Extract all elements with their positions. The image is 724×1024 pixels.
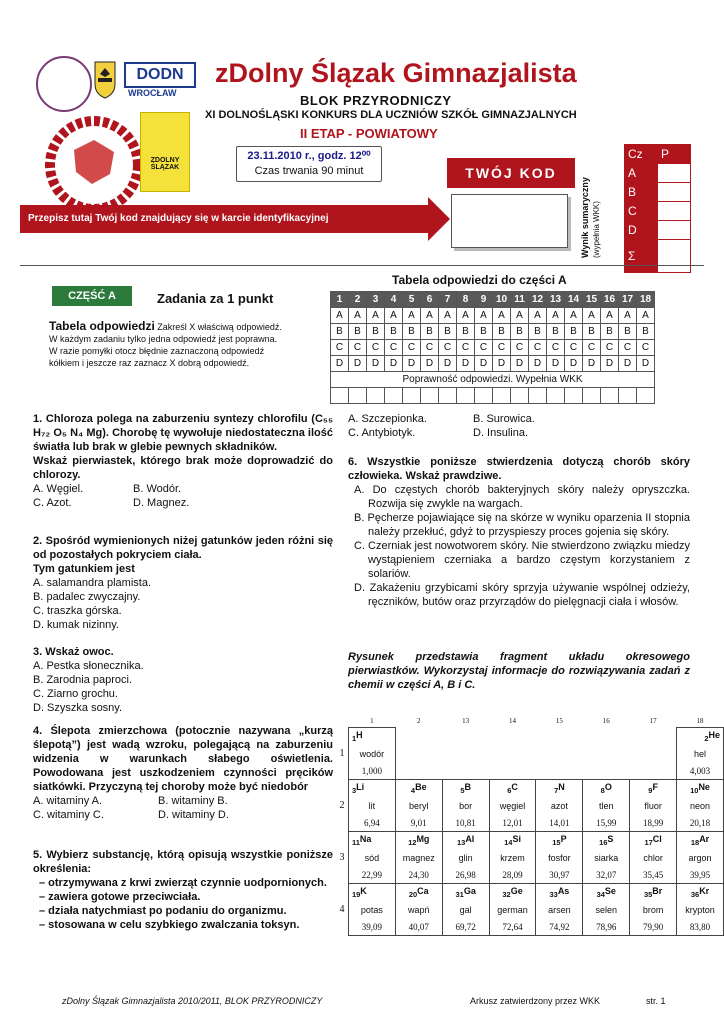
contest-name: XI DOLNOŚLĄSKI KONKURS DLA UCZNIÓW SZKÓŁ GIMNAZJALNYCH (205, 109, 577, 121)
empty-cell (395, 728, 442, 746)
answer-cell[interactable]: D (529, 356, 547, 372)
answer-cell[interactable]: D (493, 356, 511, 372)
atomic-mass: 69,72 (442, 918, 489, 936)
answer-cell[interactable]: A (547, 308, 565, 324)
element-symbol: $_{17}$Cl (630, 832, 677, 850)
element-symbol: $_{18}$Ar (677, 832, 724, 850)
element-symbol: $_4$Be (395, 780, 442, 798)
answer-cell[interactable]: A (439, 308, 457, 324)
block-title: BLOK PRZYRODNICZY (300, 93, 452, 108)
element-symbol: $_3$Li (348, 780, 395, 798)
q6-option-a[interactable]: A. Do częstych chorób bakteryjnych skóry należy opryszczka. Rozwija się zwykle na wargach. (354, 484, 690, 510)
element-symbol: $_{32}$Ge (489, 884, 536, 902)
element-symbol: $_7$N (536, 780, 583, 798)
atomic-mass: 15,99 (583, 814, 630, 832)
atomic-mass: 12,01 (489, 814, 536, 832)
element-symbol: $_{14}$Si (489, 832, 536, 850)
atomic-mass: 14,01 (536, 814, 583, 832)
dolnoslaski-system-logo (44, 110, 144, 220)
correctness-cell (421, 388, 439, 404)
group-number: 14 (509, 717, 517, 726)
empty-cell (583, 762, 630, 780)
correctness-label: Poprawność odpowiedzi. Wypełnia WKK (331, 372, 655, 388)
answer-col-number: 8 (457, 292, 475, 308)
answer-cell[interactable]: B (331, 324, 349, 340)
group-number: 18 (696, 717, 704, 725)
answer-cell[interactable]: D (583, 356, 601, 372)
answer-cell[interactable]: C (529, 340, 547, 356)
atomic-mass: 30,97 (536, 866, 583, 884)
group-number: 1 (370, 717, 374, 725)
answer-cell[interactable]: A (583, 308, 601, 324)
element-name: potas (348, 901, 395, 918)
q1-option-a[interactable]: A. Węgiel. (33, 483, 84, 495)
group-number: 15 (555, 717, 563, 726)
question-1: 1. Chloroza polega na zaburzeniu syntezy chlorofilu (C₅₅ H₇₂ O₅ N₄ Mg). Chorobę tę wywołuje niedostateczna ilość światła lub brak w glebie pewnych składników. Wskaż pierwiastek, którego brak może doprowadzić do chlorozy. A. Węgiel. B. Wodór. C. Azot. D. Magnez. (33, 413, 333, 509)
element-name: beryl (395, 797, 442, 814)
period-number: 1 (339, 748, 345, 759)
atomic-mass: 79,90 (630, 918, 677, 936)
answer-cell[interactable]: A (349, 308, 367, 324)
element-name: chlor (630, 849, 677, 866)
element-symbol: $_{19}$K (348, 884, 395, 902)
element-name: german (489, 901, 536, 918)
empty-cell (489, 728, 536, 746)
atomic-mass: 6,94 (348, 814, 395, 832)
element-symbol: $_{11}$Na (348, 832, 395, 850)
answer-col-number: 14 (565, 292, 583, 308)
element-symbol: $_2$He (677, 728, 724, 746)
question-3: 3. Wskaż owoc. A. Pestka słonecznika. B. Zarodnia paproci. C. Ziarno grochu. D. Szyszka sosny. (33, 645, 333, 715)
element-name: krypton (677, 901, 724, 918)
answer-cell[interactable]: B (637, 324, 655, 340)
answer-cell[interactable]: A (403, 308, 421, 324)
answer-cell[interactable]: C (511, 340, 529, 356)
atomic-mass: 1,000 (348, 762, 395, 780)
answer-cell[interactable]: C (349, 340, 367, 356)
question-6: 6. Wszystkie poniższe stwierdzenia dotyczą chorób skóry człowieka. Wskaż prawdziwe. A. Do częstych chorób bakteryjnych skóry należy opryszczka. Rozwija się zwykle na wargach. B. Pęcherze pojawiające się na skórze w wyniku oparzenia II stopnia należy przekłuć, gdyż to przyspieszy proces gojenia się skóry. C. Czerniak jest nowotworem skóry. Nie stwierdzono związku miedzy wystąpieniem czerniaka a bardzo częstym korzystaniem z solariów. D. Zakażeniu grzybicami skóry sprzyja używanie wspólnej odzieży, ręczników, butów oraz przyrządów do pielęgnacji ciała i włosów. (348, 456, 691, 608)
correctness-cell (619, 388, 637, 404)
q5-item: – zawiera gotowe przeciwciała. (39, 891, 201, 903)
correctness-cell (565, 388, 583, 404)
answer-cell[interactable]: D (619, 356, 637, 372)
element-name: lit (348, 797, 395, 814)
element-symbol: $_{10}$Ne (677, 780, 724, 798)
element-name: wapń (395, 901, 442, 918)
answer-cell[interactable]: A (475, 308, 493, 324)
period-number: 3 (339, 852, 345, 863)
answer-cell[interactable]: A (385, 308, 403, 324)
atomic-mass: 78,96 (583, 918, 630, 936)
question-2: 2. Spośród wymienionych niżej gatunków jeden różni się od pozostałych pokryciem ciała. Tym gatunkiem jest A. salamandra plamista. B. padalec zwyczajny. C. traszka górska. D. kumak nizinny. (33, 535, 333, 631)
empty-cell (395, 745, 442, 762)
part-a-badge: CZĘŚĆ A (52, 286, 132, 306)
q5-item: – otrzymywana z krwi zwierząt czynnie uodpornionych. (39, 877, 327, 889)
answer-cell[interactable]: D (385, 356, 403, 372)
correctness-cell (529, 388, 547, 404)
atomic-mass: 72,64 (489, 918, 536, 936)
stage-title: II ETAP - POWIATOWY (300, 126, 438, 141)
q5-item: – stosowana w celu szybkiego zwalczania toksyn. (39, 919, 300, 931)
atomic-mass: 9,01 (395, 814, 442, 832)
footer-left: zDolny Ślązak Gimnazjalista 2010/2011, BLOK PRZYRODNICZY (62, 996, 323, 1006)
empty-cell (442, 762, 489, 780)
element-name: bor (442, 797, 489, 814)
zdolny-slazak-logo: ZDOLNY ŚLĄZAK (140, 112, 190, 192)
periodic-table (336, 715, 724, 936)
answer-cell[interactable]: C (619, 340, 637, 356)
question-4: 4. Ślepota zmierzchowa (potocznie nazywana „kurzą ślepotą”) jest wadą wzroku, polegającą na zaburzeniu widzenia w warunkach słabego oświetlenia. Powodowana jest uszkodzeniem czynności pręcików siatkówki. Przyczyną tej choroby może być niedobór A. witaminy A. B. witaminy B. C. witaminy C. D. witaminy D. (33, 725, 333, 821)
element-name: węgiel (489, 797, 536, 814)
score-col-p: P (658, 145, 691, 164)
q6-option-c[interactable]: C. Czerniak jest nowotworem skóry. Nie stwierdzono związku miedzy wystąpieniem czerniaka a bardzo częstym korzystaniem z solariów. (354, 540, 691, 580)
empty-cell (536, 728, 583, 746)
answer-cell[interactable]: C (457, 340, 475, 356)
answer-cell[interactable]: A (601, 308, 619, 324)
answer-col-number: 10 (493, 292, 511, 308)
element-name: gal (442, 901, 489, 918)
answer-cell[interactable]: A (421, 308, 439, 324)
element-symbol: $_6$C (489, 780, 536, 798)
period-number: 4 (339, 904, 345, 915)
atomic-mass: 83,80 (677, 918, 724, 936)
answer-cell[interactable]: D (367, 356, 385, 372)
answer-cell[interactable]: D (565, 356, 583, 372)
answer-cell[interactable]: A (565, 308, 583, 324)
q1-option-b[interactable]: B. Wodór. (133, 483, 182, 495)
q6-option-d[interactable]: D. Zakażeniu grzybicami skóry sprzyja używanie wspólnej odzieży, ręczników, butów oraz przyrządów do pielęgnacji ciała i włosów. (354, 582, 690, 608)
correctness-cell (385, 388, 403, 404)
atomic-mass: 22,99 (348, 866, 395, 884)
eagle-emblem-icon (92, 60, 118, 100)
correctness-cell (493, 388, 511, 404)
answer-col-number: 18 (637, 292, 655, 308)
q3-option-a[interactable]: A. Pestka słonecznika. (33, 660, 144, 672)
element-name: magnez (395, 849, 442, 866)
q4-option-d[interactable]: D. witaminy D. (158, 809, 229, 821)
empty-cell (536, 762, 583, 780)
element-symbol: $_9$F (630, 780, 677, 798)
answer-cell[interactable]: B (619, 324, 637, 340)
answer-col-number: 16 (601, 292, 619, 308)
atomic-mass: 39,95 (677, 866, 724, 884)
element-symbol: $_{31}$Ga (442, 884, 489, 902)
answer-cell[interactable]: D (421, 356, 439, 372)
exam-duration: Czas trwania 90 minut (254, 165, 364, 177)
answer-cell[interactable]: D (511, 356, 529, 372)
group-number: 13 (462, 717, 470, 726)
atomic-mass: 39,09 (348, 918, 395, 936)
answer-col-number: 3 (367, 292, 385, 308)
answer-col-number: 7 (439, 292, 457, 308)
element-name: selen (583, 901, 630, 918)
empty-cell (583, 745, 630, 762)
answer-cell[interactable]: C (385, 340, 403, 356)
group-number: 16 (602, 717, 610, 726)
atomic-mass: 20,18 (677, 814, 724, 832)
answer-cell[interactable]: B (475, 324, 493, 340)
answer-cell[interactable]: A (511, 308, 529, 324)
element-name: argon (677, 849, 724, 866)
score-col-cz: Cz (625, 145, 658, 164)
element-name: brom (630, 901, 677, 918)
answer-col-number: 17 (619, 292, 637, 308)
answer-cell[interactable]: B (457, 324, 475, 340)
empty-cell (489, 745, 536, 762)
answer-cell[interactable]: B (385, 324, 403, 340)
answer-cell[interactable]: D (637, 356, 655, 372)
q5-option-b[interactable]: B. Surowica. (473, 413, 535, 425)
answer-col-number: 9 (475, 292, 493, 308)
empty-cell (442, 745, 489, 762)
answer-table-title: Tabela odpowiedzi do części A (392, 273, 567, 287)
element-symbol: $_{20}$Ca (395, 884, 442, 902)
atomic-mass: 40,07 (395, 918, 442, 936)
atomic-mass: 32,07 (583, 866, 630, 884)
dodn-logo: DODN (124, 62, 196, 88)
q5-option-a[interactable]: A. Szczepionka. (348, 413, 427, 425)
element-symbol: $_{36}$Kr (677, 884, 724, 902)
answer-cell[interactable]: C (583, 340, 601, 356)
correctness-cell (349, 388, 367, 404)
element-name: sód (348, 849, 395, 866)
atomic-mass: 24,30 (395, 866, 442, 884)
empty-cell (442, 728, 489, 746)
empty-cell (536, 745, 583, 762)
q3-option-c[interactable]: C. Ziarno grochu. (33, 688, 118, 700)
element-symbol: $_{33}$As (536, 884, 583, 902)
q2-option-b[interactable]: B. padalec zwyczajny. (33, 591, 141, 603)
answer-cell[interactable]: C (421, 340, 439, 356)
element-symbol: $_{13}$Al (442, 832, 489, 850)
answer-table (330, 291, 655, 404)
correctness-cell (601, 388, 619, 404)
group-number: 17 (649, 717, 657, 726)
atomic-mass: 28,09 (489, 866, 536, 884)
answer-cell[interactable]: D (349, 356, 367, 372)
exam-date: 23.11.2010 r., godz. 12⁰⁰ (247, 150, 371, 162)
answer-col-number: 6 (421, 292, 439, 308)
code-instruction-banner: Przepisz tutaj Twój kod znajdujący się w karcie identyfikacyjnej (20, 205, 428, 233)
correctness-cell (511, 388, 529, 404)
q2-option-d[interactable]: D. kumak nizinny. (33, 619, 119, 631)
answer-cell[interactable]: C (637, 340, 655, 356)
answer-cell[interactable]: D (601, 356, 619, 372)
answer-col-number: 15 (583, 292, 601, 308)
element-name: wodór (348, 745, 395, 762)
answer-cell[interactable]: D (475, 356, 493, 372)
atomic-mass: 74,92 (536, 918, 583, 936)
answer-cell[interactable]: C (493, 340, 511, 356)
answer-cell[interactable]: D (331, 356, 349, 372)
q2-option-c[interactable]: C. traszka górska. (33, 605, 122, 617)
correctness-cell (367, 388, 385, 404)
element-symbol: $_{12}$Mg (395, 832, 442, 850)
page-title: zDolny Ślązak Gimnazjalista (215, 58, 577, 88)
q2-option-a[interactable]: A. salamandra plamista. (33, 577, 151, 589)
q5-option-d[interactable]: D. Insulina. (473, 427, 529, 439)
date-box (236, 146, 382, 182)
atomic-mass: 4,003 (677, 762, 724, 780)
element-symbol: $_{16}$S (583, 832, 630, 850)
element-symbol: $_{35}$Br (630, 884, 677, 902)
q5-item: – działa natychmiast po podaniu do organizmu. (39, 905, 287, 917)
answer-cell[interactable]: B (583, 324, 601, 340)
summary-score-label: Wynik sumaryczny (wypełnia WKK) (580, 177, 601, 258)
answer-cell[interactable]: D (439, 356, 457, 372)
answer-cell[interactable]: B (403, 324, 421, 340)
atomic-mass: 26,98 (442, 866, 489, 884)
answer-col-number: 2 (349, 292, 367, 308)
element-name: fluor (630, 797, 677, 814)
answer-cell[interactable]: C (601, 340, 619, 356)
empty-cell (630, 745, 677, 762)
element-symbol: $_1$H (348, 728, 395, 746)
answer-cell[interactable]: D (403, 356, 421, 372)
footer-center: Arkusz zatwierdzony przez WKK (470, 996, 601, 1006)
empty-cell (630, 762, 677, 780)
empty-cell (489, 762, 536, 780)
correctness-cell (637, 388, 655, 404)
answer-col-number: 11 (511, 292, 529, 308)
answer-cell[interactable]: C (331, 340, 349, 356)
answer-cell[interactable]: C (439, 340, 457, 356)
wroclaw-label: WROCŁAW (128, 88, 177, 98)
answer-cell[interactable]: A (331, 308, 349, 324)
answer-cell[interactable]: C (367, 340, 385, 356)
answer-col-number: 13 (547, 292, 565, 308)
question-5-options (348, 412, 688, 440)
empty-cell (630, 728, 677, 746)
q3-option-b[interactable]: B. Zarodnia paproci. (33, 674, 133, 686)
answer-cell[interactable]: B (367, 324, 385, 340)
element-name: fosfor (536, 849, 583, 866)
code-input-box[interactable] (451, 194, 568, 248)
answer-cell[interactable]: B (529, 324, 547, 340)
society-logo (36, 56, 92, 112)
footer-page: str. 1 (646, 996, 666, 1006)
answer-cell[interactable]: B (547, 324, 565, 340)
element-symbol: $_{34}$Se (583, 884, 630, 902)
correctness-cell (583, 388, 601, 404)
q5-option-c[interactable]: C. Antybiotyk. (348, 427, 416, 439)
answer-instructions: Tabela odpowiedzi Zakreśl X właściwą odpowiedź. W każdym zadaniu tylko jedna odpowiedź jest poprawna. W razie pomyłki otocz błędnie zaznaczoną odpowiedź kółkiem i jeszcze raz zaznacz X dobrą odpowiedź. (49, 319, 282, 368)
your-code-label: TWÓJ KOD (447, 158, 575, 188)
answer-cell[interactable]: B (511, 324, 529, 340)
answer-cell[interactable]: B (349, 324, 367, 340)
q4-option-c[interactable]: C. witaminy C. (33, 809, 104, 821)
answer-cell[interactable]: B (439, 324, 457, 340)
answer-cell[interactable]: D (457, 356, 475, 372)
correctness-cell (547, 388, 565, 404)
answer-cell[interactable]: C (565, 340, 583, 356)
answer-cell[interactable]: B (493, 324, 511, 340)
answer-cell[interactable]: B (565, 324, 583, 340)
answer-col-number: 1 (331, 292, 349, 308)
q6-option-b[interactable]: B. Pęcherze pojawiające się na skórze w wyniku oparzenia II stopnia należy przekłuć, gdyż to przyspieszy proces gojenia się skóry. (354, 512, 690, 538)
q1-option-d[interactable]: D. Magnez. (133, 497, 190, 509)
q4-option-a[interactable]: A. witaminy A. (33, 795, 103, 807)
element-name: tlen (583, 797, 630, 814)
answer-cell[interactable]: C (475, 340, 493, 356)
answer-cell[interactable]: A (493, 308, 511, 324)
answer-col-number: 5 (403, 292, 421, 308)
answer-cell[interactable]: C (547, 340, 565, 356)
correctness-cell (331, 388, 349, 404)
answer-cell[interactable]: B (421, 324, 439, 340)
element-name: azot (536, 797, 583, 814)
answer-col-number: 4 (385, 292, 403, 308)
element-symbol: $_5$B (442, 780, 489, 798)
empty-cell (583, 728, 630, 746)
answer-cell[interactable]: A (637, 308, 655, 324)
answer-cell[interactable]: A (367, 308, 385, 324)
element-symbol: $_{15}$P (536, 832, 583, 850)
element-name: krzem (489, 849, 536, 866)
answer-cell[interactable]: C (403, 340, 421, 356)
element-name: arsen (536, 901, 583, 918)
correctness-cell (475, 388, 493, 404)
question-5: 5. Wybierz substancję, którą opisują wszystkie poniższe określenia: – otrzymywana z krwi zwierząt czynnie uodpornionych. – zawiera gotowe przeciwciała. – działa natychmiast po podaniu do organizmu. – stosowana w celu szybkiego zwalczania toksyn. (33, 849, 333, 931)
atomic-mass: 10,81 (442, 814, 489, 832)
empty-cell (395, 762, 442, 780)
atomic-mass: 35,45 (630, 866, 677, 884)
answer-cell[interactable]: A (619, 308, 637, 324)
correctness-cell (403, 388, 421, 404)
score-table: Cz P A B C D Σ (624, 144, 691, 273)
element-name: hel (677, 745, 724, 762)
element-name: neon (677, 797, 724, 814)
q4-option-b[interactable]: B. witaminy B. (158, 795, 228, 807)
answer-cell[interactable]: A (457, 308, 475, 324)
q3-option-d[interactable]: D. Szyszka sosny. (33, 702, 123, 714)
element-symbol: $_8$O (583, 780, 630, 798)
part-a-title: Zadania za 1 punkt (157, 291, 274, 306)
periodic-intro: Rysunek przedstawia fragment układu okresowego pierwiastków. Wykorzystaj informacje do rozwiązywania zadań z chemii w części A, B i C. (348, 651, 690, 691)
element-name: glin (442, 849, 489, 866)
group-number: 2 (417, 717, 421, 726)
element-name: siarka (583, 849, 630, 866)
answer-cell[interactable]: A (529, 308, 547, 324)
answer-col-number: 12 (529, 292, 547, 308)
period-number: 2 (339, 800, 345, 811)
atomic-mass: 18,99 (630, 814, 677, 832)
correctness-cell (457, 388, 475, 404)
correctness-cell (439, 388, 457, 404)
q1-option-c[interactable]: C. Azot. (33, 497, 72, 509)
answer-cell[interactable]: B (601, 324, 619, 340)
answer-cell[interactable]: D (547, 356, 565, 372)
